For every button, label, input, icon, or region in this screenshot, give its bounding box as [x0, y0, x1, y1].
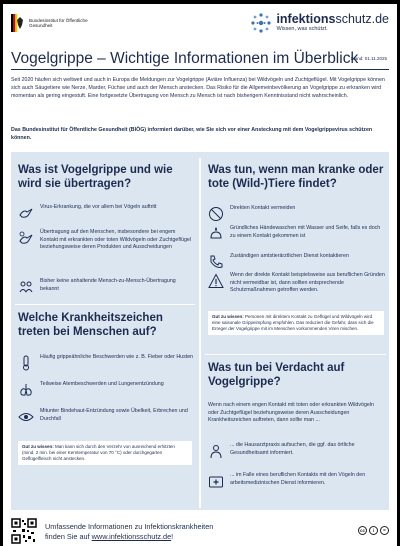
- bird-icon: [18, 205, 34, 221]
- section-divider: [15, 304, 195, 305]
- note-text: Personen mit direktem Kontakt zu Geflügel und Wildvögeln wird eine saisonale Grippeimpfung empfohlen. Das reduziert die Gefahr, dass sich die Erreger der Vogelgrippe mit im Menschen vorkommenden Viren mischen.: [212, 314, 374, 331]
- list-item: [208, 272, 386, 295]
- list-item: [18, 381, 194, 398]
- good-to-know-note: [208, 311, 384, 335]
- brand-logo[interactable]: [250, 12, 389, 34]
- list-item: [18, 278, 194, 295]
- cc-icon: cc: [359, 528, 365, 533]
- section-divider: [205, 354, 386, 355]
- footer: [11, 516, 389, 546]
- qr-code-icon[interactable]: [11, 518, 37, 544]
- doctor-icon: [208, 443, 224, 459]
- warning-icon: [208, 273, 224, 289]
- list-item: [208, 253, 386, 270]
- list-item-text: ... die Hausarztpraxis aufsuchen, die ggf. das örtliche Gesundheitsamt informiert.: [230, 442, 355, 456]
- suspicion-intro: Wenn nach einem engen Kontakt mit toten oder erkrankten Wildvögeln oder Zuchtgeflügel beziehungsweise deren Ausscheidungen Krankheitszeichen auftreten, dann sollte man ...: [208, 402, 374, 424]
- flyer-page: [3, 4, 397, 546]
- list-item-text: Gründliches Händewaschen mit Wasser und Seife, falls es doch zu einem Kontakt gekommen ist: [230, 225, 381, 239]
- title-divider: [11, 69, 389, 70]
- footer-line-2-suffix: !: [171, 531, 174, 541]
- list-item-text: Bisher keine anhaltende Mensch-zu-Mensch-Übertragung bekannt: [40, 278, 176, 292]
- institute-name: Bundesinstitut für Öffentliche Gesundheit: [29, 17, 88, 28]
- phone-icon: [208, 254, 224, 270]
- section-title-suspicion: Was tun bei Verdacht auf Vogelgrippe?: [208, 362, 345, 388]
- footer-line-2-prefix: finden Sie auf: [45, 531, 92, 541]
- list-item: [18, 354, 194, 371]
- intro-paragraph: Seit 2020 häufen sich weltweit und auch in Europa die Meldungen zur Vogelgrippe (Aviäre Influenza) bei Wildvögeln und Zuchtgeflügel. Mit Vogelgrippe können sich auch Säugetiere wie Nerze, Marder, Füchse und auch der Mensch anstecken. Das Risiko für die Allgemeinbevölkerung an Vogelgrippe zu erkranken wird momentan als gering eingestuft. Eine fortgesetzte Übertragung von Mensch zu Mensch ist nach bisherigem Kenntnisstand nicht wahrscheinlich.: [11, 77, 385, 99]
- list-item: [18, 229, 194, 252]
- institute-logo[interactable]: [11, 14, 101, 32]
- eye-icon: [18, 409, 34, 425]
- list-item-text: Teilweise Atembeschwerden und Lungenentzündung: [40, 381, 164, 387]
- good-to-know-note: [18, 441, 192, 465]
- brand-tagline: Wissen, was schützt.: [276, 26, 328, 32]
- footer-line-2: [45, 532, 213, 542]
- federal-eagle-icon: [11, 14, 25, 32]
- footer-line-1: Umfassende Informationen zu Infektionskrankheiten: [45, 522, 214, 531]
- list-item: [18, 408, 194, 425]
- list-item-text: Übertragung auf den Menschen, insbesondere bei engem Kontakt mit erkrankten oder toten Wildvögeln oder Zuchtgeflügel beziehungsweise deren Produkten und Ausscheidungen: [40, 229, 192, 251]
- header: [11, 12, 389, 38]
- thermometer-icon: [18, 355, 34, 371]
- section-title-found-animals: Was tun, wenn man kranke oder tote (Wild-)Tiere findet?: [208, 164, 384, 190]
- brand-name-rest: schutz.de: [335, 12, 389, 26]
- info-panel: [11, 152, 389, 510]
- network-dots-icon: [250, 12, 272, 34]
- page-title: Vogelgrippe – Wichtige Informationen im Überblick: [11, 50, 359, 67]
- note-text: Man kann sich durch den Verzehr von ausreichend erhitzten (mind. 2 min. bei einer Kerntemperatur von 70 °C) oder durchgegarten Geflügelfleisch nicht anstecken.: [22, 444, 175, 461]
- footer-text: [45, 522, 213, 541]
- list-item-text: Wenn der direkte Kontakt beispielsweise aus beruflichen Gründen nicht vermeidbar ist, dann sollten entsprechende Schutzmaßnahmen getroffen werden.: [230, 272, 385, 294]
- list-item: [18, 204, 194, 221]
- list-item-text: ... im Falle eines beruflichen Kontakts mit den Vögeln den arbeitsmedizinischen Dienst informieren.: [230, 472, 366, 486]
- list-item: [208, 442, 386, 459]
- list-item-text: Mitunter Bindehaut-Entzündung sowie Übelkeit, Erbrechen und Durchfall: [40, 408, 188, 422]
- list-item-text: Häufig grippeähnliche Beschwerden wie z. B. Fieber oder Husten: [40, 354, 194, 360]
- date-stamp: Stand: 01.11.2025: [350, 56, 387, 61]
- license-badges: [358, 526, 389, 535]
- list-item-text: Virus-Erkrankung, die vor allem bei Vögeln auftritt: [40, 204, 157, 210]
- section-title-transmission: Was ist Vogelgrippe und wie wird sie übertragen?: [18, 164, 173, 190]
- note-label: Gut zu wissen:: [22, 444, 54, 449]
- lungs-icon: [18, 382, 34, 398]
- cc-by-icon: i: [369, 526, 378, 535]
- list-item: [208, 225, 386, 242]
- column-divider: [199, 158, 201, 508]
- website-link[interactable]: www.infektionsschutz.de: [91, 531, 172, 541]
- first-aid-icon: [208, 473, 224, 489]
- list-item-text: Zuständigen amtstierärztlichen Dienst kontaktieren: [230, 253, 349, 259]
- brand-name-bold: infektions: [276, 12, 336, 26]
- intro-bold-paragraph: Das Bundesinstitut für Öffentliche Gesundheit (BIÖG) informiert darüber, wie Sie sich vor einer Ansteckung mit dem Vogelgrippevirus schützen können.: [11, 127, 373, 141]
- list-item: [208, 472, 386, 489]
- bird-virus-icon: [18, 230, 34, 246]
- section-title-symptoms: Welche Krankheitszeichen treten bei Menschen auf?: [18, 312, 163, 338]
- brand-name: [276, 13, 389, 26]
- cc-nd-icon: =: [380, 526, 389, 535]
- hand-washing-icon: [208, 226, 224, 242]
- note-label: Gut zu wissen:: [212, 314, 244, 319]
- people-icon: [18, 279, 34, 295]
- list-item: [208, 205, 386, 222]
- no-touch-icon: [208, 206, 224, 222]
- list-item-text: Direkten Kontakt vermeiden: [230, 205, 296, 211]
